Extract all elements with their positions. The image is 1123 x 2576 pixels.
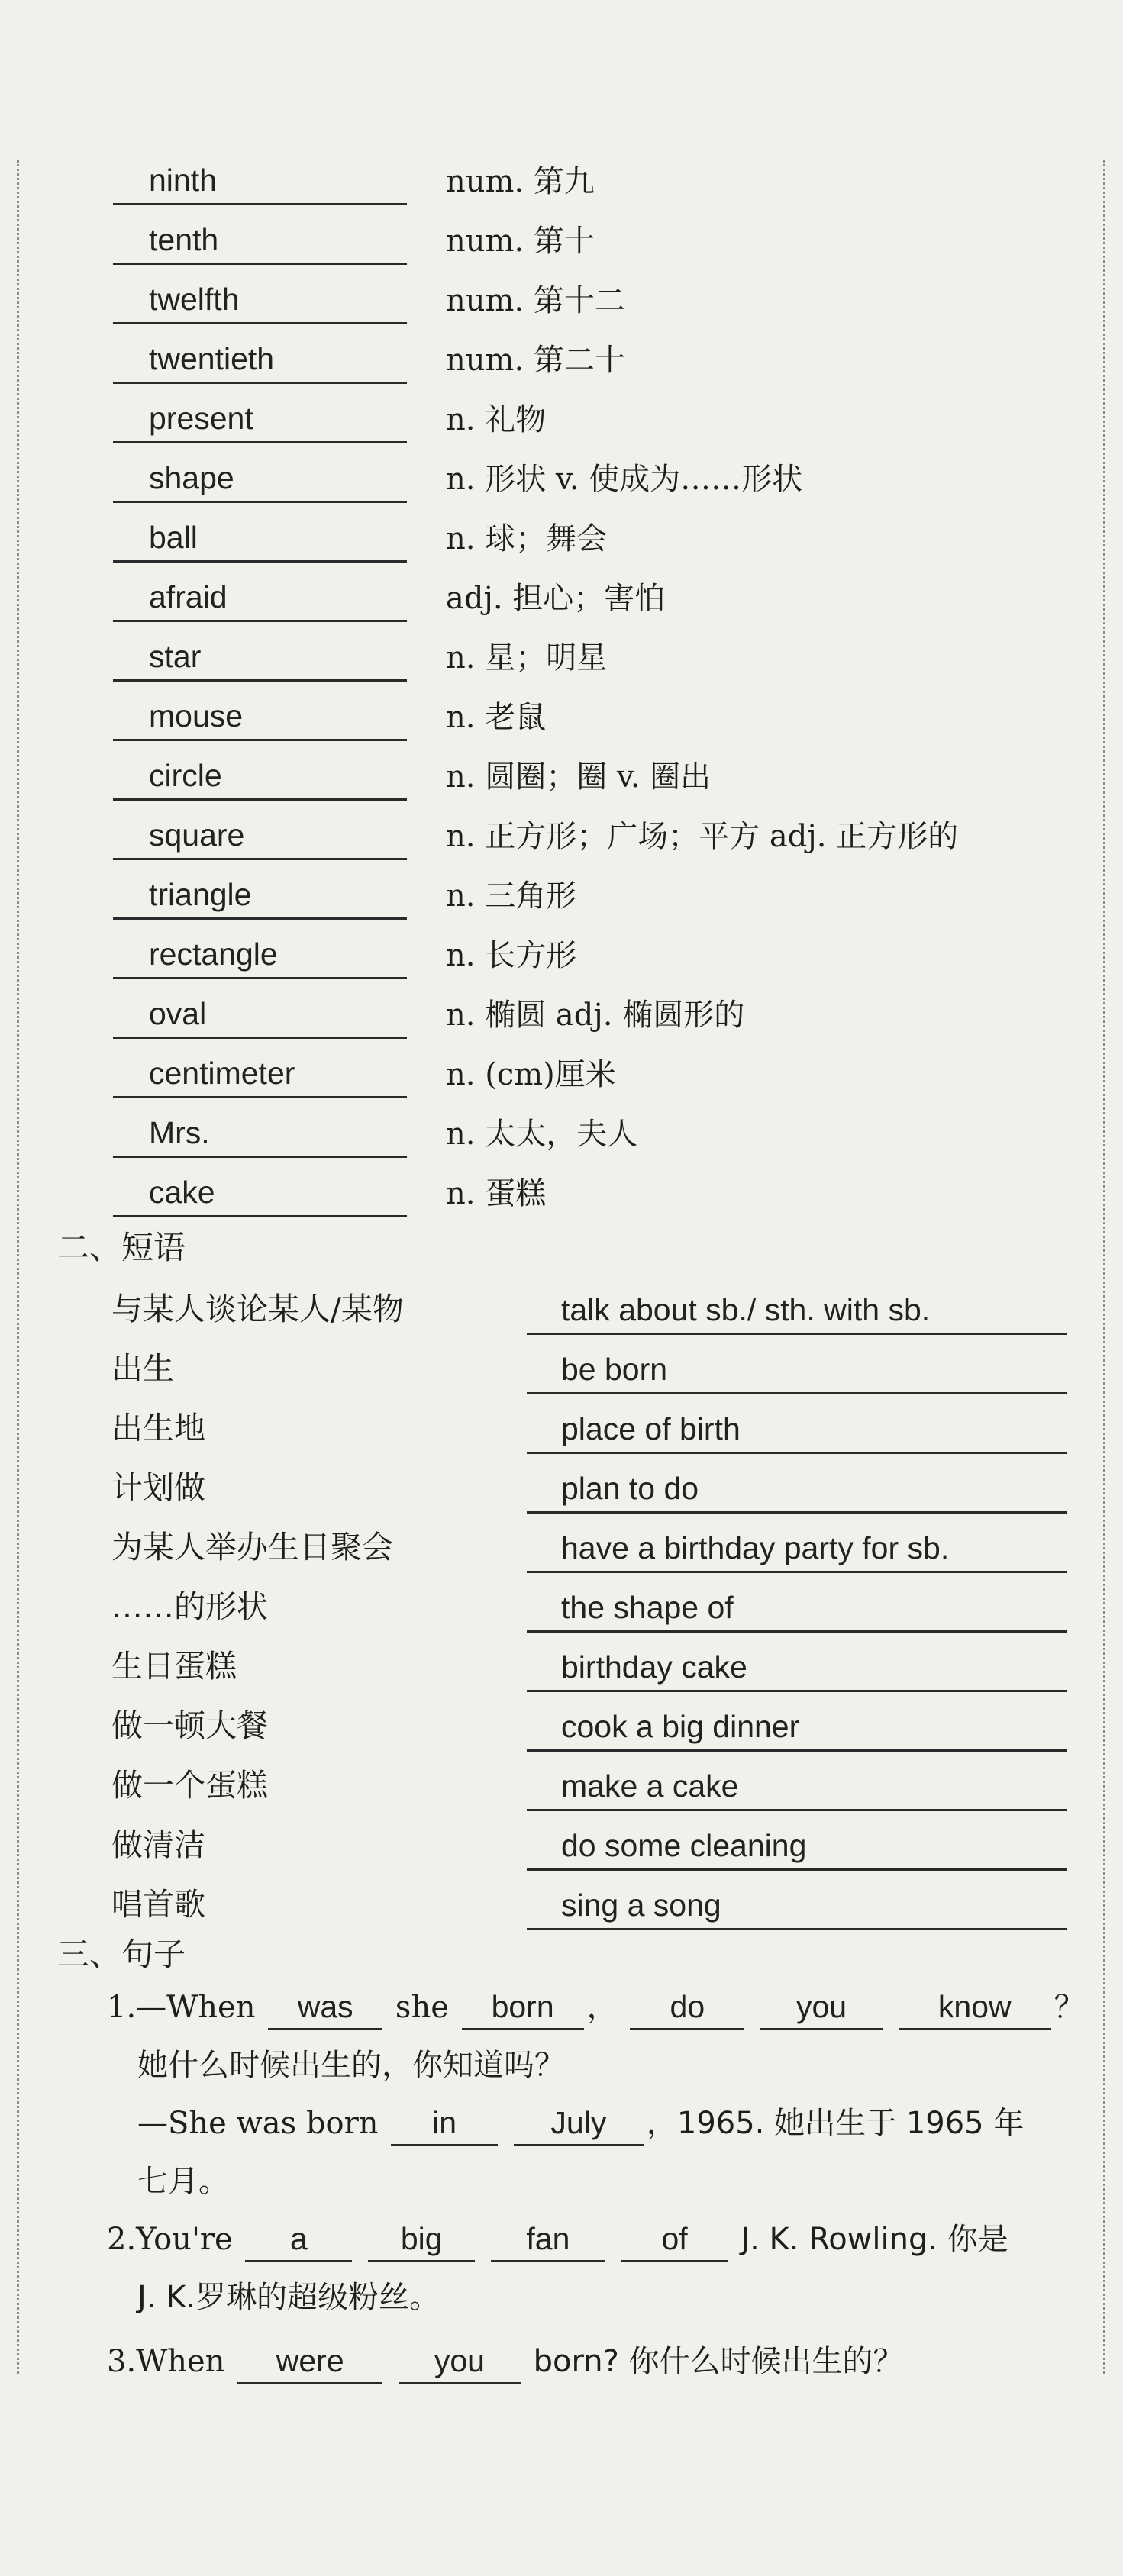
vocab-row — [0, 331, 1123, 391]
sentence-text: —She was born — [137, 2106, 379, 2141]
phrase-english: make a cake — [561, 1768, 739, 1804]
sentence-blank[interactable] — [899, 1985, 1051, 2030]
phrase-answer-blank[interactable] — [527, 1817, 1067, 1871]
sentence-2-line-2: J. K.罗琳的超级粉丝。 — [137, 2280, 440, 2315]
vocab-answer-blank[interactable] — [113, 808, 407, 860]
vocab-answer-blank[interactable] — [113, 569, 407, 622]
vocab-row — [0, 153, 1123, 212]
phrase-answer-blank[interactable] — [527, 1400, 1067, 1454]
vocab-definition: num. 第十 — [446, 224, 595, 259]
vocab-word: twentieth — [149, 341, 275, 376]
sentence-text: she — [395, 1990, 449, 2025]
vocab-answer-blank[interactable] — [113, 1105, 407, 1158]
sentence-answer: do — [670, 1989, 705, 2024]
sentence-blank[interactable] — [630, 1985, 744, 2030]
phrase-english: sing a song — [561, 1888, 721, 1923]
phrase-english: do some cleaning — [561, 1828, 807, 1863]
vocab-answer-blank[interactable] — [113, 927, 407, 979]
sentence-answer: born — [491, 1989, 554, 2024]
phrase-answer-blank[interactable] — [527, 1459, 1067, 1514]
vocab-row — [0, 1046, 1123, 1105]
phrase-row — [0, 1400, 1123, 1459]
vocab-word: afraid — [149, 579, 228, 614]
phrase-english: have a birthday party for sb. — [561, 1530, 950, 1565]
vocab-definition: num. 第二十 — [446, 343, 625, 378]
vocab-row — [0, 927, 1123, 986]
vocab-answer-blank[interactable] — [113, 867, 407, 920]
vocab-word: star — [149, 639, 202, 674]
section-heading-sentences: 三、句子 — [57, 1936, 186, 1973]
phrase-chinese: 做一个蛋糕 — [111, 1767, 268, 1804]
phrase-chinese: 出生地 — [111, 1410, 205, 1446]
sentence-1-line-1 — [107, 1984, 1085, 2030]
sentence-answer: was — [297, 1989, 353, 2024]
sentence-text: ， — [586, 1990, 618, 2025]
phrase-chinese: 计划做 — [111, 1469, 205, 1506]
vocab-definition: n. 太太，夫人 — [446, 1117, 638, 1152]
phrase-chinese: 做一顿大餐 — [111, 1707, 268, 1744]
sentence-2-line-1 — [107, 2217, 1008, 2262]
vocab-answer-blank[interactable] — [113, 331, 407, 384]
phrase-answer-blank[interactable] — [527, 1519, 1067, 1573]
vocab-word: tenth — [149, 222, 219, 257]
phrase-chinese: 为某人举办生日聚会 — [111, 1529, 393, 1565]
vocab-row — [0, 986, 1123, 1046]
vocab-definition: num. 第九 — [446, 164, 595, 199]
vocab-word: oval — [149, 996, 207, 1031]
sentence-answer: know — [937, 1989, 1012, 2024]
section-heading-phrases: 二、短语 — [57, 1229, 186, 1266]
vocab-definition: n. 礼物 — [446, 402, 547, 437]
vocab-row — [0, 391, 1123, 450]
vocab-row — [0, 569, 1123, 629]
phrase-chinese: 与某人谈论某人/某物 — [111, 1291, 404, 1327]
sentence-text: ？ — [1054, 1990, 1085, 2025]
vocab-answer-blank[interactable] — [113, 986, 407, 1039]
phrase-row — [0, 1697, 1123, 1757]
phrase-row — [0, 1757, 1123, 1817]
vocab-word: mouse — [149, 698, 244, 733]
phrase-english: birthday cake — [561, 1649, 747, 1685]
vocab-word: triangle — [149, 877, 252, 912]
sentence-text: 2.You're — [107, 2222, 233, 2257]
sentence-answer: were — [276, 2343, 344, 2378]
vocab-answer-blank[interactable] — [113, 153, 407, 205]
vocab-word: centimeter — [149, 1056, 295, 1091]
sentence-blank[interactable] — [245, 2217, 352, 2262]
sentence-text: 1.—When — [107, 1990, 256, 2025]
vocab-answer-blank[interactable] — [113, 1165, 407, 1217]
vocab-row — [0, 688, 1123, 748]
sentence-blank[interactable] — [237, 2339, 382, 2384]
sentence-answer: big — [400, 2221, 443, 2256]
vocab-definition: n. (cm)厘米 — [446, 1057, 616, 1092]
phrase-english: the shape of — [561, 1590, 734, 1625]
vocab-row — [0, 510, 1123, 569]
sentence-text: ，1965. 她出生于 1965 年 — [646, 2106, 1025, 2141]
vocab-row — [0, 450, 1123, 510]
phrase-chinese: 唱首歌 — [111, 1886, 205, 1923]
vocab-answer-blank[interactable] — [113, 688, 407, 741]
sentence-1-line-4: 七月。 — [137, 2164, 229, 2199]
sentence-text: born? 你什么时候出生的？ — [533, 2344, 904, 2379]
sentence-text: 3.When — [107, 2344, 225, 2379]
phrase-row — [0, 1638, 1123, 1697]
sentence-1-translation: 她什么时候出生的，你知道吗？ — [137, 2048, 565, 2083]
phrase-english: be born — [561, 1352, 668, 1387]
sentence-3-line-1 — [107, 2339, 904, 2384]
sentence-blank[interactable] — [268, 1985, 382, 2030]
sentence-1-line-3 — [137, 2100, 1024, 2146]
phrase-english: cook a big dinner — [561, 1709, 800, 1744]
phrase-chinese: ……的形状 — [111, 1588, 268, 1625]
sentence-blank[interactable] — [368, 2217, 475, 2262]
vocab-definition: n. 椭圆 adj. 椭圆形的 — [446, 998, 745, 1033]
vocab-word: twelfth — [149, 282, 240, 317]
phrase-english: place of birth — [561, 1411, 741, 1446]
vocab-answer-blank[interactable] — [113, 212, 407, 265]
vocab-row — [0, 1105, 1123, 1165]
phrase-row — [0, 1281, 1123, 1340]
sentence-blank[interactable] — [760, 1985, 883, 2030]
sentence-answer: of — [661, 2221, 688, 2256]
sentence-answer: you — [434, 2343, 485, 2378]
vocab-definition: n. 形状 v. 使成为……形状 — [446, 462, 803, 497]
vocab-definition: n. 长方形 — [446, 938, 577, 973]
vocab-row — [0, 1165, 1123, 1224]
vocab-word: shape — [149, 460, 234, 495]
phrase-answer-blank[interactable] — [527, 1638, 1067, 1692]
phrase-english: talk about sb./ sth. with sb. — [561, 1292, 931, 1327]
phrase-chinese: 做清洁 — [111, 1826, 205, 1863]
vocab-answer-blank[interactable] — [113, 1046, 407, 1098]
vocab-answer-blank[interactable] — [113, 391, 407, 443]
vocab-word: square — [149, 817, 245, 853]
sentence-blank[interactable] — [514, 2101, 644, 2146]
vocab-definition: n. 蛋糕 — [446, 1176, 547, 1211]
vocab-row — [0, 748, 1123, 808]
vocab-row — [0, 867, 1123, 927]
vocab-answer-blank[interactable] — [113, 450, 407, 503]
sentence-text: J. K. Rowling. 你是 — [741, 2222, 1008, 2257]
vocab-word: ball — [149, 520, 198, 555]
vocab-word: rectangle — [149, 937, 278, 972]
vocab-definition: n. 正方形；广场；平方 adj. 正方形的 — [446, 819, 959, 854]
phrase-chinese: 生日蛋糕 — [111, 1648, 237, 1685]
vocab-row — [0, 212, 1123, 272]
phrase-english: plan to do — [561, 1471, 699, 1506]
sentence-blank[interactable] — [621, 2217, 728, 2262]
vocab-definition: n. 球；舞会 — [446, 521, 608, 556]
sentence-blank[interactable] — [462, 1985, 584, 2030]
vocab-word: circle — [149, 758, 222, 793]
phrase-row — [0, 1876, 1123, 1936]
vocab-row — [0, 629, 1123, 688]
vocab-answer-blank[interactable] — [113, 629, 407, 682]
sentence-answer: you — [795, 1989, 847, 2024]
vocab-definition: num. 第十二 — [446, 283, 625, 318]
sentence-blank[interactable] — [391, 2101, 498, 2146]
vocab-definition: n. 圆圈；圈 v. 圈出 — [446, 759, 712, 795]
sentence-answer: fan — [526, 2221, 570, 2256]
phrase-answer-blank[interactable] — [527, 1757, 1067, 1811]
phrase-row — [0, 1459, 1123, 1519]
phrase-answer-blank[interactable] — [527, 1876, 1067, 1930]
phrase-answer-blank[interactable] — [527, 1340, 1067, 1394]
phrase-row — [0, 1519, 1123, 1578]
vocab-answer-blank[interactable] — [113, 510, 407, 563]
vocab-row — [0, 272, 1123, 331]
phrase-answer-blank[interactable] — [527, 1281, 1067, 1335]
vocab-word: Mrs. — [149, 1115, 210, 1150]
phrase-row — [0, 1340, 1123, 1400]
vocab-answer-blank[interactable] — [113, 272, 407, 324]
phrase-row — [0, 1817, 1123, 1876]
vocab-definition: n. 三角形 — [446, 879, 577, 914]
vocab-definition: adj. 担心；害怕 — [446, 581, 666, 616]
vocab-definition: n. 星；明星 — [446, 640, 608, 675]
phrase-answer-blank[interactable] — [527, 1578, 1067, 1633]
sentence-answer: a — [290, 2221, 308, 2256]
phrase-chinese: 出生 — [111, 1350, 174, 1387]
vocab-word: present — [149, 401, 253, 436]
vocab-answer-blank[interactable] — [113, 748, 407, 801]
sentence-answer: in — [432, 2105, 457, 2140]
vocab-definition: n. 老鼠 — [446, 700, 547, 735]
vocab-word: cake — [149, 1175, 215, 1210]
vocab-word: ninth — [149, 163, 217, 198]
phrase-answer-blank[interactable] — [527, 1697, 1067, 1752]
sentence-blank[interactable] — [399, 2339, 521, 2384]
sentence-answer: July — [550, 2105, 607, 2140]
phrase-row — [0, 1578, 1123, 1638]
vocab-row — [0, 808, 1123, 867]
sentence-blank[interactable] — [491, 2217, 605, 2262]
